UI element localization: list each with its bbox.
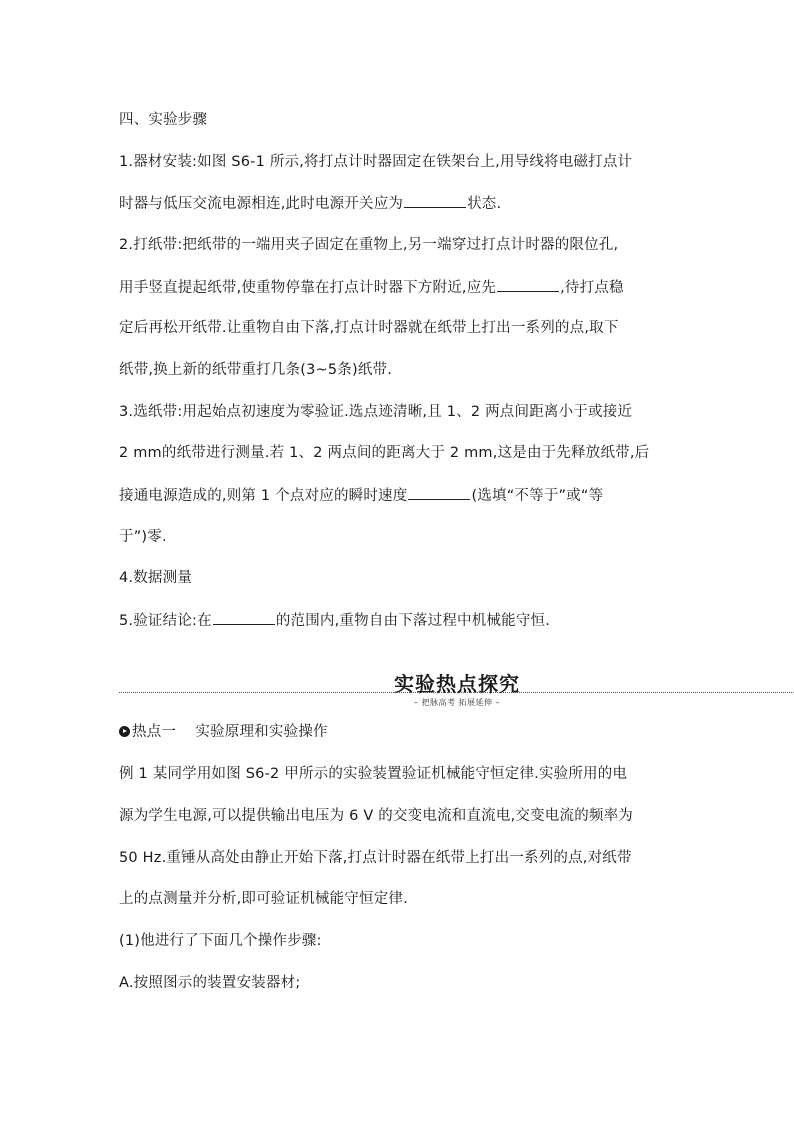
hotspot-title: 实验原理和实验操作 xyxy=(195,724,328,740)
fill-blank xyxy=(213,610,275,625)
fill-blank xyxy=(408,485,470,500)
play-circle-icon xyxy=(119,726,130,737)
step5-text-a: 5.验证结论:在 xyxy=(119,613,212,629)
step2-text-b: ,待打点稳 xyxy=(560,280,624,296)
step2-line1: 2.打纸带:把纸带的一端用夹子固定在重物上,另一端穿过打点计时器的限位孔, xyxy=(119,237,619,253)
step1-line1: 1.器材安装:如图 S6-1 所示,将打点计时器固定在铁架台上,用导线将电磁打点计 xyxy=(119,154,633,170)
example1-step-a: A.按照图示的装置安装器材; xyxy=(119,975,301,991)
step1-line2 xyxy=(119,193,679,214)
example1-line4: 上的点测量并分析,即可验证机械能守恒定律. xyxy=(119,891,408,907)
step3-line3 xyxy=(119,485,679,506)
step5 xyxy=(119,610,679,631)
hotspot-label: 热点一 xyxy=(132,724,177,740)
step2-line4: 纸带,换上新的纸带重打几条(3~5条)纸带. xyxy=(119,362,393,378)
hotspot-heading xyxy=(119,722,679,742)
example1-line3: 50 Hz.重锤从高处由静止开始下落,打点计时器在纸带上打出一系列的点,对纸带 xyxy=(119,850,632,866)
step1-text-b: 状态. xyxy=(467,196,502,212)
section-divider xyxy=(119,692,794,693)
fill-blank xyxy=(404,193,466,208)
step3-text-a: 接通电源造成的,则第 1 个点对应的瞬时速度 xyxy=(119,488,408,504)
example1-question1: (1)他进行了下面几个操作步骤: xyxy=(119,933,322,949)
steps-heading: 四、实验步骤 xyxy=(119,112,208,128)
section-caption: – 把脉高考 拓展延伸 – xyxy=(413,698,501,707)
step5-text-b: 的范围内,重物自由下落过程中机械能守恒. xyxy=(275,613,551,629)
step2-line2 xyxy=(119,277,679,298)
step2-line3: 定后再松开纸带.让重物自由下落,打点计时器就在纸带上打出一系列的点,取下 xyxy=(119,320,619,336)
fill-blank xyxy=(497,277,559,292)
section-title: 实验热点探究 xyxy=(394,672,520,696)
step1-text-a: 时器与低压交流电源相连,此时电源开关应为 xyxy=(119,196,404,212)
step4: 4.数据测量 xyxy=(119,570,193,586)
step3-text-b: (选填“不等于”或“等 xyxy=(471,488,604,504)
example1-line1: 例 1 某同学用如图 S6-2 甲所示的实验装置验证机械能守恒定律.实验所用的电 xyxy=(119,766,628,782)
step2-text-a: 用手竖直提起纸带,使重物停靠在打点计时器下方附近,应先 xyxy=(119,280,497,296)
step3-line1: 3.选纸带:用起始点初速度为零验证.选点迹清晰,且 1、2 两点间距离小于或接近 xyxy=(119,404,633,420)
step3-line2: 2 mm的纸带进行测量.若 1、2 两点间的距离大于 2 mm,这是由于先释放纸带,后 xyxy=(119,445,650,461)
step3-line4: 于”)零. xyxy=(119,529,167,545)
example1-line2: 源为学生电源,可以提供输出电压为 6 V 的交变电流和直流电,交变电流的频率为 xyxy=(119,808,633,824)
